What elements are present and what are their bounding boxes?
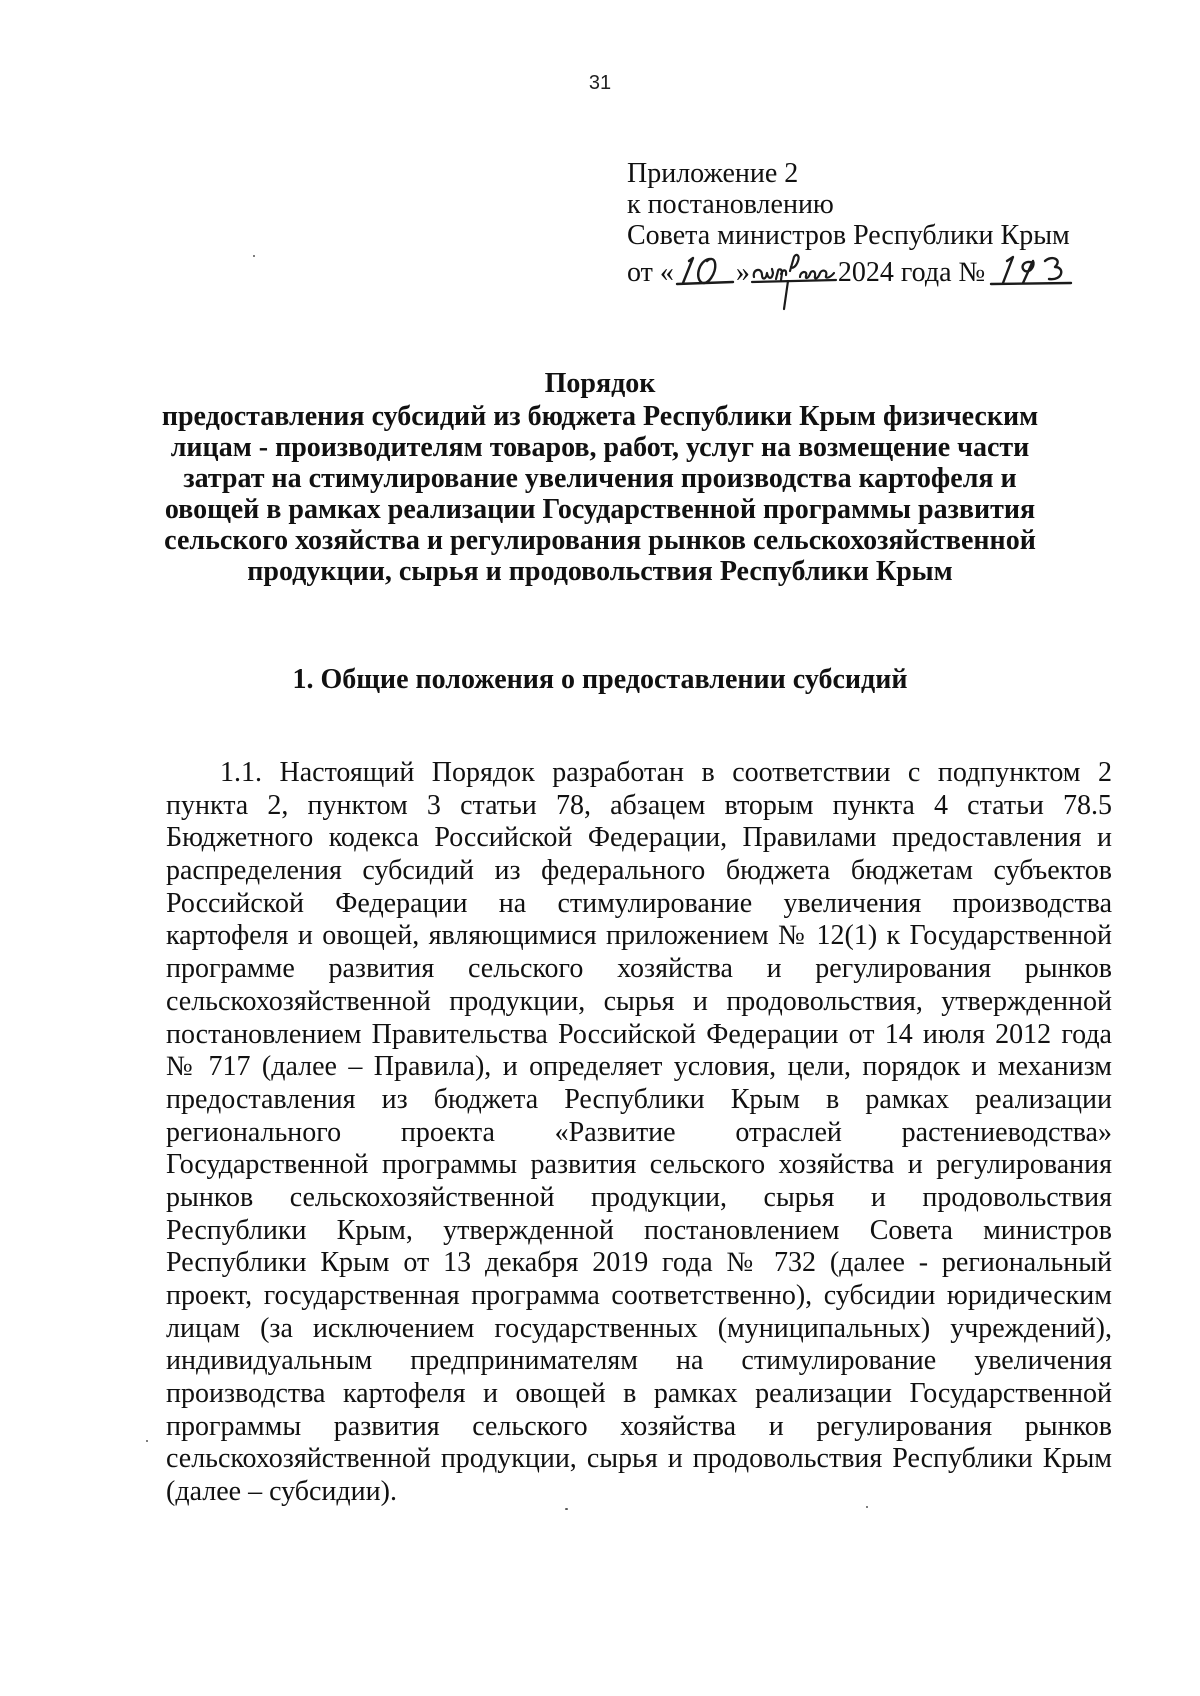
paragraph-line: лицам (за исключением государственных (муниципальных) учреждений), bbox=[166, 1312, 1112, 1344]
date-mid: » bbox=[735, 257, 750, 288]
paragraph-line: индивидуальным предпринимателям на стимулирование увеличения bbox=[166, 1345, 1112, 1377]
paragraph-line: программе развития сельского хозяйства и регулирования рынков bbox=[166, 953, 1112, 985]
paragraph-line: № 717 (далее – Правила), и определяет условия, цели, порядок и механизм bbox=[166, 1051, 1112, 1083]
appendix-authority: Совета министров Республики Крым bbox=[627, 220, 1070, 251]
title-heading: Порядок bbox=[544, 368, 656, 399]
handwritten-month bbox=[750, 251, 838, 311]
paragraph-line: предоставления из бюджета Республики Крым в рамках реализации bbox=[166, 1083, 1112, 1115]
paragraph-line: Республики Крым от 13 декабря 2019 года № 732 (далее - региональный bbox=[166, 1247, 1112, 1279]
appendix-date-line bbox=[627, 251, 1147, 288]
section-heading: 1. Общие положения о предоставлении субсидий bbox=[292, 664, 908, 695]
scan-speck bbox=[146, 1440, 148, 1442]
paragraph-line: сельскохозяйственной продукции, сырья и продовольствия Республики Крым bbox=[166, 1443, 1112, 1475]
title-line: затрат на стимулирование увеличения производства картофеля и bbox=[183, 463, 1017, 494]
paragraph-line: Бюджетного кодекса Российской Федерации, Правилами предоставления и bbox=[166, 822, 1112, 854]
date-year: 2024 года № bbox=[837, 257, 986, 288]
title-line: овощей в рамках реализации Государственной программы развития bbox=[164, 494, 1036, 525]
paragraph-line: Государственной программы развития сельского хозяйства и регулирования bbox=[166, 1149, 1112, 1181]
document-title bbox=[140, 368, 1060, 587]
paragraph-line: проект, государственная программа соответственно), субсидии юридическим bbox=[166, 1280, 1112, 1311]
paragraph-line: Республики Крым, утвержденной постановлением Совета министров bbox=[166, 1214, 1112, 1246]
scan-speck bbox=[253, 255, 255, 257]
paragraph-line: 1.1. Настоящий Порядок разработан в соответствии с подпунктом 2 bbox=[220, 757, 1112, 788]
appendix-title: Приложение 2 bbox=[627, 158, 799, 189]
title-line: продукции, сырья и продовольствия Республики Крым bbox=[247, 556, 953, 587]
date-prefix: от « bbox=[627, 257, 674, 288]
title-line: предоставления субсидий из бюджета Республики Крым физическим bbox=[161, 401, 1039, 432]
scan-speck bbox=[866, 1506, 868, 1508]
paragraph-line: Российской Федерации на стимулирование увеличения производства bbox=[166, 887, 1112, 919]
title-line: сельского хозяйства и регулирования рынков сельскохозяйственной bbox=[164, 525, 1036, 556]
handwritten-number bbox=[989, 253, 1077, 287]
paragraph-line: пункта 2, пунктом 3 статьи 78, абзацем вторым пункта 4 статьи 78.5 bbox=[166, 789, 1112, 821]
title-line: лицам - производителям товаров, работ, услуг на возмещение части bbox=[170, 432, 1030, 463]
paragraph-line: производства картофеля и овощей в рамках реализации Государственной bbox=[166, 1378, 1112, 1410]
paragraph-line: рынков сельскохозяйственной продукции, сырья и продовольствия bbox=[166, 1181, 1112, 1213]
paragraph-line: программы развития сельского хозяйства и регулирования рынков bbox=[166, 1410, 1112, 1442]
paragraph-line: сельскохозяйственной продукции, сырья и продовольствия, утвержденной bbox=[166, 985, 1112, 1017]
paragraph-line: регионального проекта «Развитие отраслей растениеводства» bbox=[166, 1116, 1112, 1148]
paragraph-line: (далее – субсидии). bbox=[166, 1476, 397, 1508]
appendix-resolution-ref: к постановлению bbox=[627, 189, 834, 220]
paragraph-line: постановлением Правительства Российской Федерации от 14 июля 2012 года bbox=[166, 1018, 1112, 1050]
paragraph-line: картофеля и овощей, являющимися приложением № 12(1) к Государственной bbox=[166, 920, 1112, 952]
appendix-header bbox=[627, 158, 1147, 288]
handwritten-day bbox=[675, 253, 735, 287]
paragraph-line: распределения субсидий из федерального бюджета бюджетам субъектов bbox=[166, 855, 1112, 887]
page-number: 31 bbox=[588, 72, 612, 94]
paragraph-1-1 bbox=[166, 757, 1112, 1509]
scan-speck bbox=[565, 1508, 568, 1510]
